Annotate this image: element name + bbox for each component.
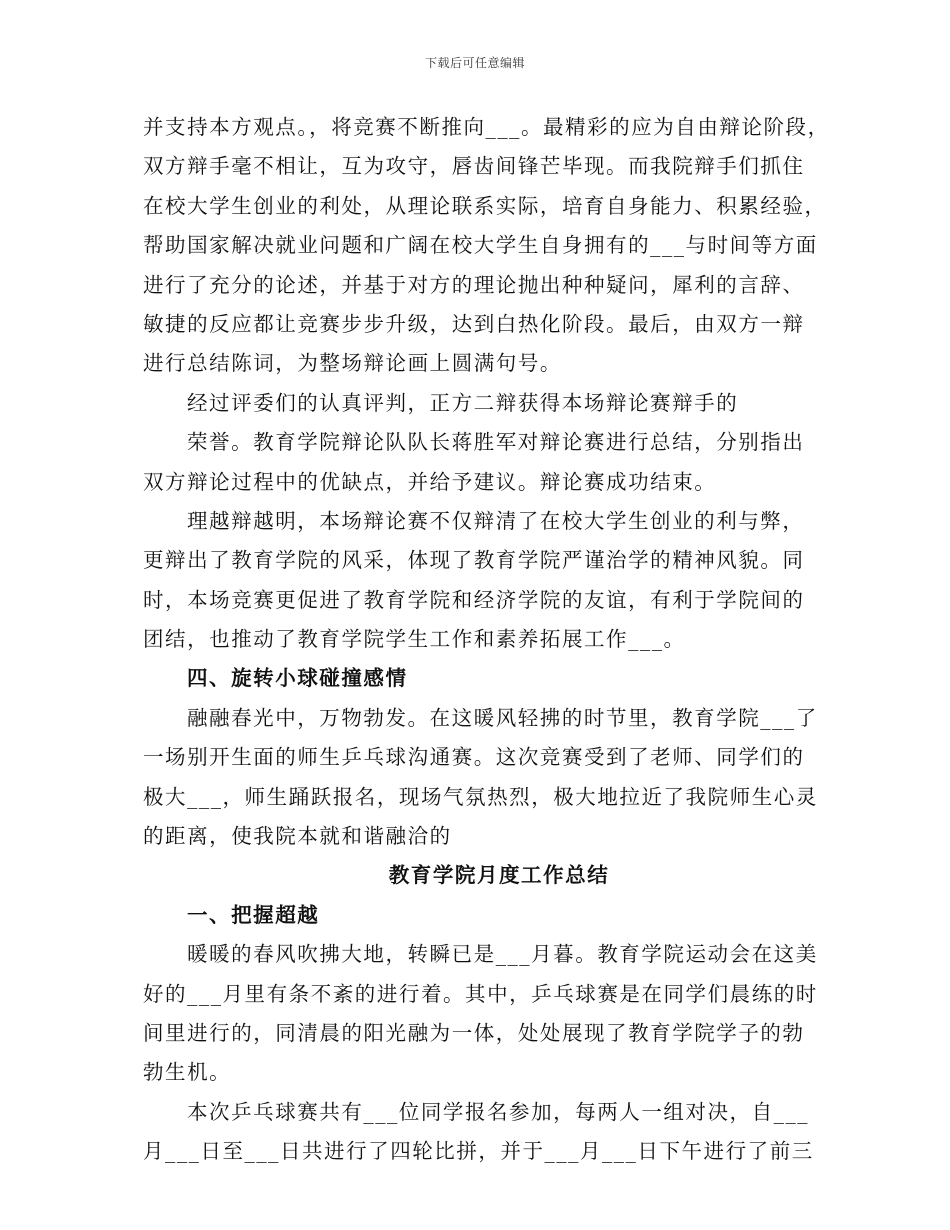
paragraph-line: 经过评委们的认真评判，正方二辩获得本场辩论赛辩手的 xyxy=(187,390,739,415)
paragraph-line: 进行总结陈词，为整场辩论画上圆满句号。 xyxy=(143,351,562,376)
paragraph-line: 在校大学生创业的利处，从理论联系实际，培育自身能力、积累经验， xyxy=(143,193,827,218)
paragraph-line: 帮助国家解决就业问题和广阔在校大学生自身拥有的___与时间等方面 xyxy=(143,233,818,258)
paragraph-line: 理越辩越明，本场辩论赛不仅辩清了在校大学生创业的利与弊， xyxy=(187,508,805,533)
paragraph-line: 团结，也推动了教育学院学生工作和素养拓展工作___。 xyxy=(143,627,686,652)
document-title: 教育学院月度工作总结 xyxy=(388,863,610,888)
document-body xyxy=(143,108,830,1172)
paragraph-line: 更辩出了教育学院的风采，体现了教育学院严谨治学的精神风貌。同 xyxy=(143,548,805,573)
paragraph-line: 的距离，使我院本就和谐融洽的 xyxy=(143,824,452,849)
paragraph-line: 并支持本方观点。，将竞赛不断推向___。最精彩的应为自由辩论阶段， xyxy=(143,115,830,139)
paragraph-line: 融融春光中，万物勃发。在这暖风轻拂的时节里，教育学院___了 xyxy=(187,705,818,730)
paragraph-line: 间里进行的，同清晨的阳光融为一体，处处展现了教育学院学子的勃 xyxy=(143,1020,805,1045)
paragraph-line: 进行了充分的论述，并基于对方的理论抛出种种疑问，犀利的言辞、 xyxy=(143,272,805,297)
paragraph-line: 双方辩手毫不相让，互为攻守，唇齿间锋芒毕现。而我院辩手们抓住 xyxy=(143,154,805,179)
section-heading: 四、旋转小球碰撞感情 xyxy=(187,666,408,691)
paragraph-line: 敏捷的反应都让竞赛步步升级，达到白热化阶段。最后，由双方一辩 xyxy=(143,311,805,336)
paragraph-line: 本次乒乓球赛共有___位同学报名参加，每两人一组对决，自___ xyxy=(187,1099,810,1124)
paragraph-line: 一场别开生面的师生乒乓球沟通赛。这次竞赛受到了老师、同学们的 xyxy=(143,745,805,770)
paragraph-line: 暖暖的春风吹拂大地，转瞬已是___月暮。教育学院运动会在这美 xyxy=(187,942,818,967)
section-heading: 一、把握超越 xyxy=(187,902,320,927)
paragraph-line: 好的___月里有条不紊的进行着。其中，乒乓球赛是在同学们晨练的时 xyxy=(143,981,818,1006)
paragraph-line: 双方辩论过程中的优缺点，并给予建议。辩论赛成功结束。 xyxy=(143,469,717,494)
page-header: 下载后可任意编辑 xyxy=(424,56,525,70)
paragraph-line: 勃生机。 xyxy=(143,1060,232,1085)
paragraph-line: 月___日至___日共进行了四轮比拼，并于___月___日下午进行了前三 xyxy=(143,1139,814,1164)
paragraph-line: 时，本场竞赛更促进了教育学院和经济学院的友谊，有利于学院间的 xyxy=(143,587,805,612)
paragraph-line: 荣誉。教育学院辩论队队长蒋胜军对辩论赛进行总结，分别指出 xyxy=(187,430,805,455)
paragraph-line: 极大___，师生踊跃报名，现场气氛热烈，极大地拉近了我院师生心灵 xyxy=(143,784,818,809)
